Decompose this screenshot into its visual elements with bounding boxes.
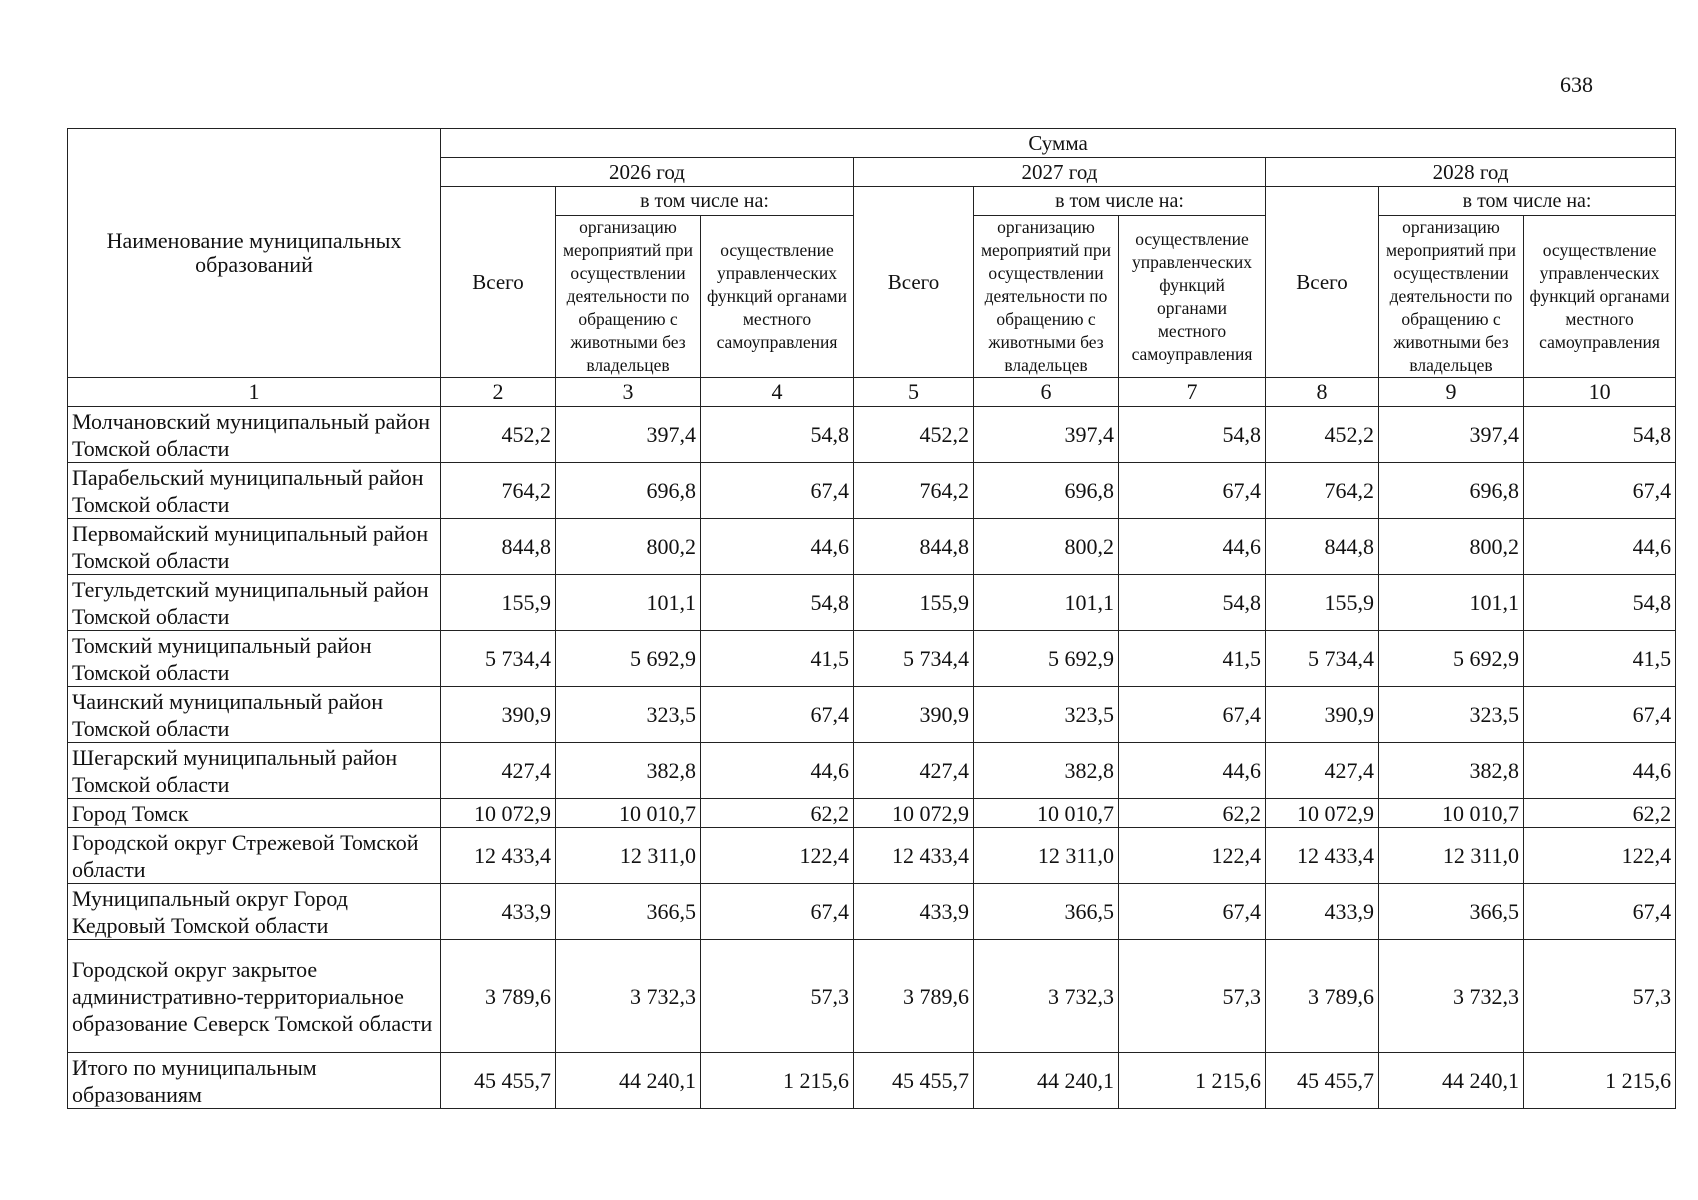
management-value-2026: 44,6: [701, 519, 854, 575]
animals-value-2026: 800,2: [556, 519, 701, 575]
animals-value-2027: 323,5: [974, 687, 1119, 743]
page-number: 638: [1560, 72, 1593, 97]
management-value-2026: 67,4: [701, 884, 854, 940]
animals-value-2028: 101,1: [1379, 575, 1524, 631]
animals-value-2027: 3 732,3: [974, 940, 1119, 1053]
total-value-2027: 764,2: [854, 463, 974, 519]
column-number: 3: [556, 378, 701, 407]
grand-management-2027: 1 215,6: [1119, 1053, 1266, 1109]
total-value-2027: 844,8: [854, 519, 974, 575]
total-value-2026: 10 072,9: [441, 799, 556, 828]
total-value-2028: 452,2: [1266, 407, 1379, 463]
total-value-2027: 12 433,4: [854, 828, 974, 884]
total-value-2026: 844,8: [441, 519, 556, 575]
table-row: [68, 940, 1676, 1053]
management-value-2026: 54,8: [701, 407, 854, 463]
column-number: 4: [701, 378, 854, 407]
animals-value-2027: 800,2: [974, 519, 1119, 575]
total-row-label: Итого по муниципальным образованиям: [68, 1053, 441, 1109]
total-value-2026: 427,4: [441, 743, 556, 799]
total-row: [68, 1053, 1676, 1109]
management-header-2026: осуществление управленческих функций органами местного самоуправления: [701, 216, 854, 378]
management-value-2028: 67,4: [1524, 687, 1676, 743]
management-value-2027: 57,3: [1119, 940, 1266, 1053]
management-value-2027: 67,4: [1119, 884, 1266, 940]
management-value-2028: 54,8: [1524, 575, 1676, 631]
management-value-2026: 67,4: [701, 687, 854, 743]
animals-header-2027: организацию мероприятий при осуществлении деятельности по обращению с животными без владельцев: [974, 216, 1119, 378]
total-header-2028: Всего: [1266, 187, 1379, 378]
management-value-2028: 57,3: [1524, 940, 1676, 1053]
table-row: [68, 828, 1676, 884]
management-value-2028: 41,5: [1524, 631, 1676, 687]
animals-value-2026: 101,1: [556, 575, 701, 631]
year-header-2027: 2027 год: [854, 158, 1266, 187]
including-header-2028: в том числе на:: [1379, 187, 1676, 216]
column-number: 10: [1524, 378, 1676, 407]
animals-value-2026: 323,5: [556, 687, 701, 743]
management-value-2027: 41,5: [1119, 631, 1266, 687]
sum-header: Сумма: [441, 129, 1676, 158]
table-row: [68, 519, 1676, 575]
animals-value-2026: 10 010,7: [556, 799, 701, 828]
management-value-2027: 44,6: [1119, 519, 1266, 575]
management-value-2028: 62,2: [1524, 799, 1676, 828]
animals-value-2028: 696,8: [1379, 463, 1524, 519]
municipality-name: Парабельский муниципальный район Томской области: [68, 463, 441, 519]
grand-total-2026: 45 455,7: [441, 1053, 556, 1109]
table-row: [68, 884, 1676, 940]
animals-value-2026: 696,8: [556, 463, 701, 519]
total-value-2028: 764,2: [1266, 463, 1379, 519]
including-header-2026: в том числе на:: [556, 187, 854, 216]
animals-value-2027: 10 010,7: [974, 799, 1119, 828]
column-number: 6: [974, 378, 1119, 407]
management-value-2026: 67,4: [701, 463, 854, 519]
total-value-2026: 12 433,4: [441, 828, 556, 884]
animals-value-2028: 10 010,7: [1379, 799, 1524, 828]
table-row: [68, 799, 1676, 828]
municipality-name: Чаинский муниципальный район Томской области: [68, 687, 441, 743]
management-value-2026: 44,6: [701, 743, 854, 799]
municipality-name: Муниципальный округ Город Кедровый Томской области: [68, 884, 441, 940]
total-value-2027: 433,9: [854, 884, 974, 940]
including-header-2027: в том числе на:: [974, 187, 1266, 216]
management-value-2027: 62,2: [1119, 799, 1266, 828]
animals-value-2026: 12 311,0: [556, 828, 701, 884]
management-value-2026: 57,3: [701, 940, 854, 1053]
animals-value-2026: 366,5: [556, 884, 701, 940]
animals-value-2028: 366,5: [1379, 884, 1524, 940]
table-row: [68, 463, 1676, 519]
animals-value-2028: 800,2: [1379, 519, 1524, 575]
grand-total-2027: 45 455,7: [854, 1053, 974, 1109]
total-header-2027: Всего: [854, 187, 974, 378]
animals-value-2026: 5 692,9: [556, 631, 701, 687]
column-number: 5: [854, 378, 974, 407]
management-value-2028: 67,4: [1524, 884, 1676, 940]
municipality-name: Молчановский муниципальный район Томской области: [68, 407, 441, 463]
management-value-2026: 54,8: [701, 575, 854, 631]
management-value-2028: 54,8: [1524, 407, 1676, 463]
total-value-2028: 433,9: [1266, 884, 1379, 940]
total-value-2027: 155,9: [854, 575, 974, 631]
municipality-name: Городской округ закрытое административно-территориальное образование Северск Томской области: [68, 940, 441, 1053]
total-value-2026: 5 734,4: [441, 631, 556, 687]
grand-animals-2028: 44 240,1: [1379, 1053, 1524, 1109]
total-value-2027: 10 072,9: [854, 799, 974, 828]
municipality-name: Шегарский муниципальный район Томской области: [68, 743, 441, 799]
column-number: 7: [1119, 378, 1266, 407]
column-number: 2: [441, 378, 556, 407]
total-value-2026: 390,9: [441, 687, 556, 743]
column-number: 9: [1379, 378, 1524, 407]
animals-value-2028: 323,5: [1379, 687, 1524, 743]
total-value-2026: 433,9: [441, 884, 556, 940]
name-column-header: Наименование муниципальных образований: [68, 129, 441, 378]
total-value-2027: 3 789,6: [854, 940, 974, 1053]
total-value-2026: 764,2: [441, 463, 556, 519]
animals-value-2028: 397,4: [1379, 407, 1524, 463]
total-value-2028: 12 433,4: [1266, 828, 1379, 884]
table-row: [68, 631, 1676, 687]
column-number: 8: [1266, 378, 1379, 407]
year-header-2026: 2026 год: [441, 158, 854, 187]
total-value-2028: 10 072,9: [1266, 799, 1379, 828]
total-value-2027: 390,9: [854, 687, 974, 743]
grand-total-2028: 45 455,7: [1266, 1053, 1379, 1109]
municipality-name: Городской округ Стрежевой Томской области: [68, 828, 441, 884]
animals-value-2028: 5 692,9: [1379, 631, 1524, 687]
column-number: 1: [68, 378, 441, 407]
animals-value-2027: 5 692,9: [974, 631, 1119, 687]
animals-value-2026: 382,8: [556, 743, 701, 799]
grand-animals-2026: 44 240,1: [556, 1053, 701, 1109]
year-header-2028: 2028 год: [1266, 158, 1676, 187]
total-value-2028: 3 789,6: [1266, 940, 1379, 1053]
total-value-2028: 844,8: [1266, 519, 1379, 575]
animals-value-2027: 366,5: [974, 884, 1119, 940]
animals-value-2026: 397,4: [556, 407, 701, 463]
municipality-name: Город Томск: [68, 799, 441, 828]
animals-header-2028: организацию мероприятий при осуществлении деятельности по обращению с животными без владельцев: [1379, 216, 1524, 378]
header-row-sum: [68, 129, 1676, 158]
table-row: [68, 743, 1676, 799]
table-row: [68, 687, 1676, 743]
management-value-2026: 122,4: [701, 828, 854, 884]
total-header-2026: Всего: [441, 187, 556, 378]
total-value-2027: 5 734,4: [854, 631, 974, 687]
management-value-2027: 122,4: [1119, 828, 1266, 884]
animals-value-2027: 12 311,0: [974, 828, 1119, 884]
management-value-2028: 67,4: [1524, 463, 1676, 519]
management-header-2027: осуществление управленческих функций органами местного самоуправления: [1119, 216, 1266, 378]
management-value-2027: 67,4: [1119, 463, 1266, 519]
management-value-2027: 54,8: [1119, 407, 1266, 463]
management-value-2027: 44,6: [1119, 743, 1266, 799]
total-value-2028: 5 734,4: [1266, 631, 1379, 687]
total-value-2028: 155,9: [1266, 575, 1379, 631]
subsidy-table: [67, 128, 1676, 1109]
management-value-2027: 54,8: [1119, 575, 1266, 631]
total-value-2026: 3 789,6: [441, 940, 556, 1053]
management-value-2028: 122,4: [1524, 828, 1676, 884]
total-value-2028: 427,4: [1266, 743, 1379, 799]
management-value-2028: 44,6: [1524, 519, 1676, 575]
management-value-2028: 44,6: [1524, 743, 1676, 799]
table-row: [68, 407, 1676, 463]
table-row: [68, 575, 1676, 631]
animals-header-2026: организацию мероприятий при осуществлении деятельности по обращению с животными без владельцев: [556, 216, 701, 378]
municipality-name: Томский муниципальный район Томской области: [68, 631, 441, 687]
grand-management-2026: 1 215,6: [701, 1053, 854, 1109]
total-value-2026: 452,2: [441, 407, 556, 463]
management-value-2026: 41,5: [701, 631, 854, 687]
management-header-2028: осуществление управленческих функций органами местного самоуправления: [1524, 216, 1676, 378]
municipality-name: Тегульдетский муниципальный район Томской области: [68, 575, 441, 631]
total-value-2026: 155,9: [441, 575, 556, 631]
animals-value-2028: 382,8: [1379, 743, 1524, 799]
animals-value-2027: 382,8: [974, 743, 1119, 799]
animals-value-2026: 3 732,3: [556, 940, 701, 1053]
grand-animals-2027: 44 240,1: [974, 1053, 1119, 1109]
grand-management-2028: 1 215,6: [1524, 1053, 1676, 1109]
total-value-2028: 390,9: [1266, 687, 1379, 743]
animals-value-2028: 12 311,0: [1379, 828, 1524, 884]
total-value-2027: 427,4: [854, 743, 974, 799]
management-value-2026: 62,2: [701, 799, 854, 828]
animals-value-2027: 101,1: [974, 575, 1119, 631]
management-value-2027: 67,4: [1119, 687, 1266, 743]
municipality-name: Первомайский муниципальный район Томской области: [68, 519, 441, 575]
animals-value-2028: 3 732,3: [1379, 940, 1524, 1053]
animals-value-2027: 696,8: [974, 463, 1119, 519]
animals-value-2027: 397,4: [974, 407, 1119, 463]
header-row-column-numbers: [68, 378, 1676, 407]
total-value-2027: 452,2: [854, 407, 974, 463]
